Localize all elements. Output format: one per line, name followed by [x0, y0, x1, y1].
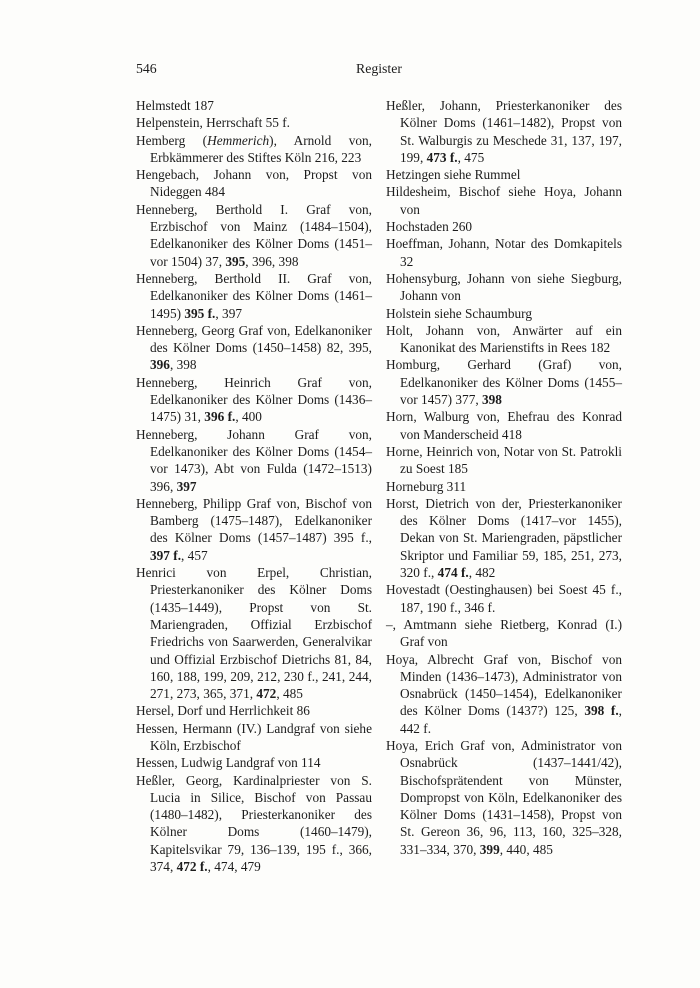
- entry-segment: 472: [256, 686, 277, 702]
- index-entry: [386, 183, 622, 218]
- index-column-right: [386, 97, 622, 875]
- index-entry: [136, 97, 372, 114]
- entry-segment: , 442 f.: [400, 703, 622, 736]
- entry-segment: Helpenstein, Herrschaft 55 f.: [136, 115, 290, 131]
- entry-segment: Horn, Walburg von, Ehefrau des Konrad von Manderscheid 418: [386, 409, 622, 442]
- entry-segment: Hoeffman, Johann, Notar des Domkapitels 32: [386, 236, 622, 269]
- index-entry: [136, 132, 372, 167]
- index-entry: [136, 564, 372, 702]
- entry-segment: Henneberg, Philipp Graf von, Bischof von Bamberg (1475–1487), Edelkanoniker des Kölner Doms (1457–1487) 395 f.,: [136, 495, 372, 546]
- entry-segment: 397 f.: [150, 547, 182, 563]
- entry-segment: Hovestadt (Oestinghausen) bei Soest 45 f., 187, 190 f., 346 f.: [386, 582, 622, 615]
- entry-segment: , 396, 398: [245, 253, 299, 269]
- index-entry: [136, 720, 372, 755]
- entry-segment: 396: [150, 357, 170, 373]
- entry-segment: Henrici von Erpel, Christian, Priesterkanoniker des Kölner Doms (1435–1449), Propst von St. Mariengraden, Offizial Erzbischof Friedrichs von Saarwerden, Generalvikar und Offizial Erzbischof Dietrichs 81, 84, 160, 188, 199, 209, 212, 230 f., 241, 244, 271, 273, 365, 371,: [136, 565, 372, 702]
- page-header: [136, 60, 622, 78]
- entry-segment: Hochstaden 260: [386, 219, 473, 235]
- index-entry: [136, 754, 372, 771]
- entry-segment: 473 f.: [426, 149, 458, 165]
- entry-segment: Helmstedt 187: [136, 98, 214, 113]
- entry-segment: Horneburg 311: [386, 478, 467, 494]
- entry-segment: 398 f.: [584, 703, 619, 719]
- entry-segment: Heßler, Georg, Kardinalpriester von S. Lucia in Silice, Bischof von Passau (1480–1482), Priesterkanoniker des Kölner Doms (1460–1479), Kapitelsvikar 79, 136–139, 195 f., 366, 374,: [136, 772, 372, 875]
- entry-segment: Henneberg, Berthold I. Graf von, Erzbischof von Mainz (1484–1504), Edelkanoniker des Kölner Doms (1451–vor 1504) 37,: [136, 201, 372, 269]
- entry-segment: , 397: [215, 305, 242, 321]
- entry-segment: Homburg, Gerhard (Graf) von, Edelkanoniker des Kölner Doms (1455–vor 1457) 377,: [386, 357, 622, 408]
- index-entry: [386, 737, 622, 858]
- entry-segment: Henneberg, Berthold II. Graf von, Edelkanoniker des Kölner Doms (1461–1495): [136, 270, 372, 321]
- entry-segment: Hoya, Albrecht Graf von, Bischof von Minden (1436–1473), Administrator von Osnabrück (1450–1454), Edelkanoniker des Kölner Doms (1437?) 125,: [386, 651, 622, 719]
- index-entry: [386, 218, 622, 235]
- index-entry: [386, 581, 622, 616]
- entry-segment: 398: [482, 392, 502, 408]
- entry-segment: 397: [176, 478, 197, 494]
- entry-segment: 399: [479, 841, 500, 857]
- running-title: Register: [356, 61, 402, 76]
- index-entry: [136, 166, 372, 201]
- index-entry: [386, 97, 622, 166]
- index-entry: [136, 114, 372, 131]
- entry-segment: , 482: [468, 565, 496, 581]
- entry-segment: Henneberg, Georg Graf von, Edelkanoniker des Kölner Doms (1450–1458) 82, 395,: [136, 322, 372, 356]
- entry-segment: Holstein siehe Schaumburg: [386, 305, 532, 321]
- index-entry: [136, 495, 372, 564]
- index-entry: [386, 478, 622, 495]
- index-columns: [136, 97, 622, 875]
- entry-segment: 395: [225, 253, 246, 269]
- entry-segment: , 440, 485: [499, 841, 553, 857]
- entry-segment: Hoya, Erich Graf von, Administrator von Osnabrück (1437–1441/42), Bischofsprätendent von Münster, Dompropst von Köln, Edelkanoniker des Kölner Doms (1431–1458), Propst von St. Gereon 36, 96, 113, 160, 325–328, 331–334, 370,: [386, 737, 622, 857]
- index-entry: [136, 426, 372, 495]
- index-entry: [386, 408, 622, 443]
- entry-segment: , 475: [457, 149, 485, 165]
- entry-segment: , 400: [235, 409, 262, 425]
- entry-segment: Heßler, Johann, Priesterkanoniker des Kölner Doms (1461–1482), Propst von St. Walburgis zu Meschede 31, 137, 197, 199,: [386, 98, 622, 165]
- entry-segment: Hersel, Dorf und Herrlichkeit 86: [136, 703, 310, 719]
- entry-segment: Henneberg, Heinrich Graf von, Edelkanoniker des Kölner Doms (1436–1475) 31,: [136, 374, 372, 425]
- entry-segment: Hohensyburg, Johann von siehe Siegburg, Johann von: [386, 270, 622, 304]
- entry-segment: Horst, Dietrich von der, Priesterkanoniker des Kölner Doms (1417–vor 1455), Dekan von St. Mariengraden, päpstlicher Skriptor und Familiar 59, 185, 251, 273, 320 f.,: [386, 495, 622, 581]
- entry-segment: 474 f.: [437, 565, 469, 581]
- entry-segment: Hemmerich: [207, 132, 270, 148]
- entry-segment: –, Amtmann siehe Rietberg, Konrad (I.) Graf von: [386, 616, 622, 650]
- index-entry: [386, 235, 622, 270]
- index-entry: [136, 374, 372, 426]
- index-entry: [386, 166, 622, 183]
- entry-segment: , 474, 479: [207, 859, 261, 875]
- entry-segment: Hetzingen siehe Rummel: [386, 167, 521, 183]
- index-entry: [386, 651, 622, 737]
- index-entry: [386, 443, 622, 478]
- entry-segment: Horne, Heinrich von, Notar von St. Patrokli zu Soest 185: [386, 443, 622, 477]
- entry-segment: Hessen, Ludwig Landgraf von 114: [136, 755, 321, 771]
- entry-segment: Hemberg (: [136, 132, 208, 148]
- entry-segment: , 457: [181, 547, 208, 563]
- index-entry: [386, 270, 622, 305]
- entry-segment: Hildesheim, Bischof siehe Hoya, Johann von: [386, 184, 622, 217]
- entry-segment: , 398: [169, 357, 197, 373]
- index-entry: [386, 616, 622, 651]
- index-entry: [386, 495, 622, 581]
- index-entry: [136, 702, 372, 719]
- entry-segment: Henneberg, Johann Graf von, Edelkanoniker des Kölner Doms (1454–vor 1473), Abt von Fulda (1472–1513) 396,: [136, 426, 372, 494]
- index-entry: [136, 201, 372, 270]
- entry-segment: Hessen, Hermann (IV.) Landgraf von siehe Köln, Erzbischof: [136, 720, 372, 753]
- entry-segment: , 485: [276, 686, 303, 702]
- index-entry: [386, 356, 622, 408]
- entry-segment: 396 f.: [204, 409, 236, 425]
- index-entry: [136, 270, 372, 322]
- entry-segment: 395 f.: [184, 305, 216, 321]
- index-entry: [386, 305, 622, 322]
- index-entry: [136, 772, 372, 876]
- index-entry: [136, 322, 372, 374]
- entry-segment: Hengebach, Johann von, Propst von Nideggen 484: [136, 167, 372, 200]
- entry-segment: ), Arnold von, Erbkämmerer des Stiftes Köln 216, 223: [150, 132, 372, 165]
- entry-segment: Holt, Johann von, Anwärter auf ein Kanonikat des Marienstifts in Rees 182: [386, 322, 622, 356]
- entry-segment: 472 f.: [176, 859, 208, 875]
- page-number: 546: [136, 61, 157, 76]
- index-entry: [386, 322, 622, 357]
- index-column-left: [136, 97, 372, 875]
